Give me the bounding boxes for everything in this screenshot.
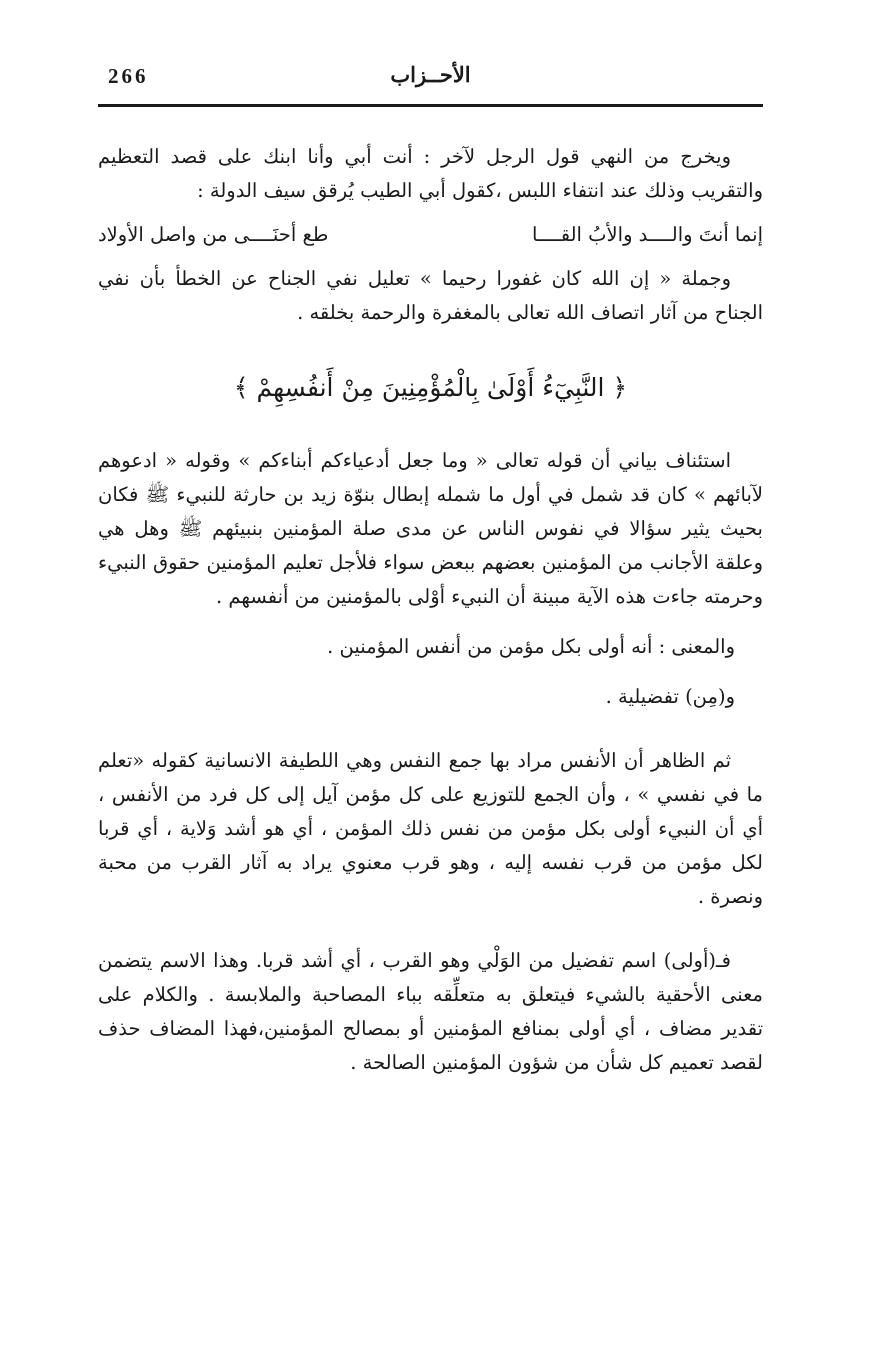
page-header [98,60,763,107]
page-body [98,140,763,1080]
paragraph-4: والمعنى : أنه أولى بكل مؤمن من أنفس المؤمنين . [327,635,735,658]
paragraph-6: ثم الظاهر أن الأنفس مراد بها جمع النفس وهي اللطيفة الانسانية كقوله «تعلم ما في نفسي » ، وأن الجمع للتوزيع على كل مؤمن آيل إلى كل فرد من الأنفس ، أي أن النبيء أولى بكل مؤمن من نفس ذلك المؤمن ، أي هو أشد وَلاية ، أي قربا لكل مؤمن من قرب نفسه إليه ، وهو قرب معنوي يراد به آثار القرب من محبة ونصرة . [98,749,763,908]
quran-verse-text: النَّبِيٓءُ أَوْلَىٰ بِالْمُؤْمِنِينَ مِنْ أَنفُسِهِمْ [256,373,605,402]
poetry-verse [98,218,763,252]
paragraph-1: ويخرج من النهي قول الرجل لآخر : أنت أبي وأنا ابنك على قصد التعظيم والتقريب وذلك عند انتفاء اللبس ،كقول أبي الطيب يُرقق سيف الدولة : [98,145,763,202]
paragraph-2: وجملة « إن الله كان غفورا رحيما » تعليل نفي الجناح عن الخطأ بأن نفي الجناح من آثار اتصاف الله تعالى بالمغفرة والرحمة بخلقه . [98,267,763,324]
running-title: الأحــزاب [390,62,471,87]
verse-first-hemistich: إنما أنتَ والــــد والأبُ القــــا [531,223,763,246]
quran-verse [98,366,763,410]
verse-second-hemistich: طع أحنَــــى من واصل الأولاد [98,223,329,246]
ornate-bracket-close-icon: ﴾ [233,373,249,402]
paragraph-7: فـ(أولى) اسم تفضيل من الوَلْي وهو القرب ، أي أشد قربا. وهذا الاسم يتضمن معنى الأحقية بالشيء فيتعلق به متعلِّقه بباء المصاحبة والملابسة . والكلام على تقدير مضاف ، أي أولى بمنافع المؤمنين أو بمصالح المؤمنين،فهذا المضاف حذف لقصد تعميم كل شأن من شؤون المؤمنين الصالحة . [98,949,763,1074]
paragraph-3: استئناف بياني أن قوله تعالى « وما جعل أدعياءكم أبناءكم » وقوله « ادعوهم لآبائهم » كان قد شمل في أول ما شمله إبطال بنوّة زيد بن حارثة للنبيء ﷺ فكان بحيث يثير سؤالا في نفوس الناس عن مدى صلة المؤمنين بنبيئهم ﷺ وهل هي وعلقة الأجانب من المؤمنين بعضهم ببعض سواء فلأجل تعليم المؤمنين حقوق النبيء وحرمته جاءت هذه الآية مبينة أن النبيء أوْلى بالمؤمنين من أنفسهم . [98,449,763,608]
paragraph-5: و(مِن) تفضيلية . [605,685,735,708]
ornate-bracket-open-icon: ﴿ [612,373,628,402]
page-number: 266 [108,64,149,88]
